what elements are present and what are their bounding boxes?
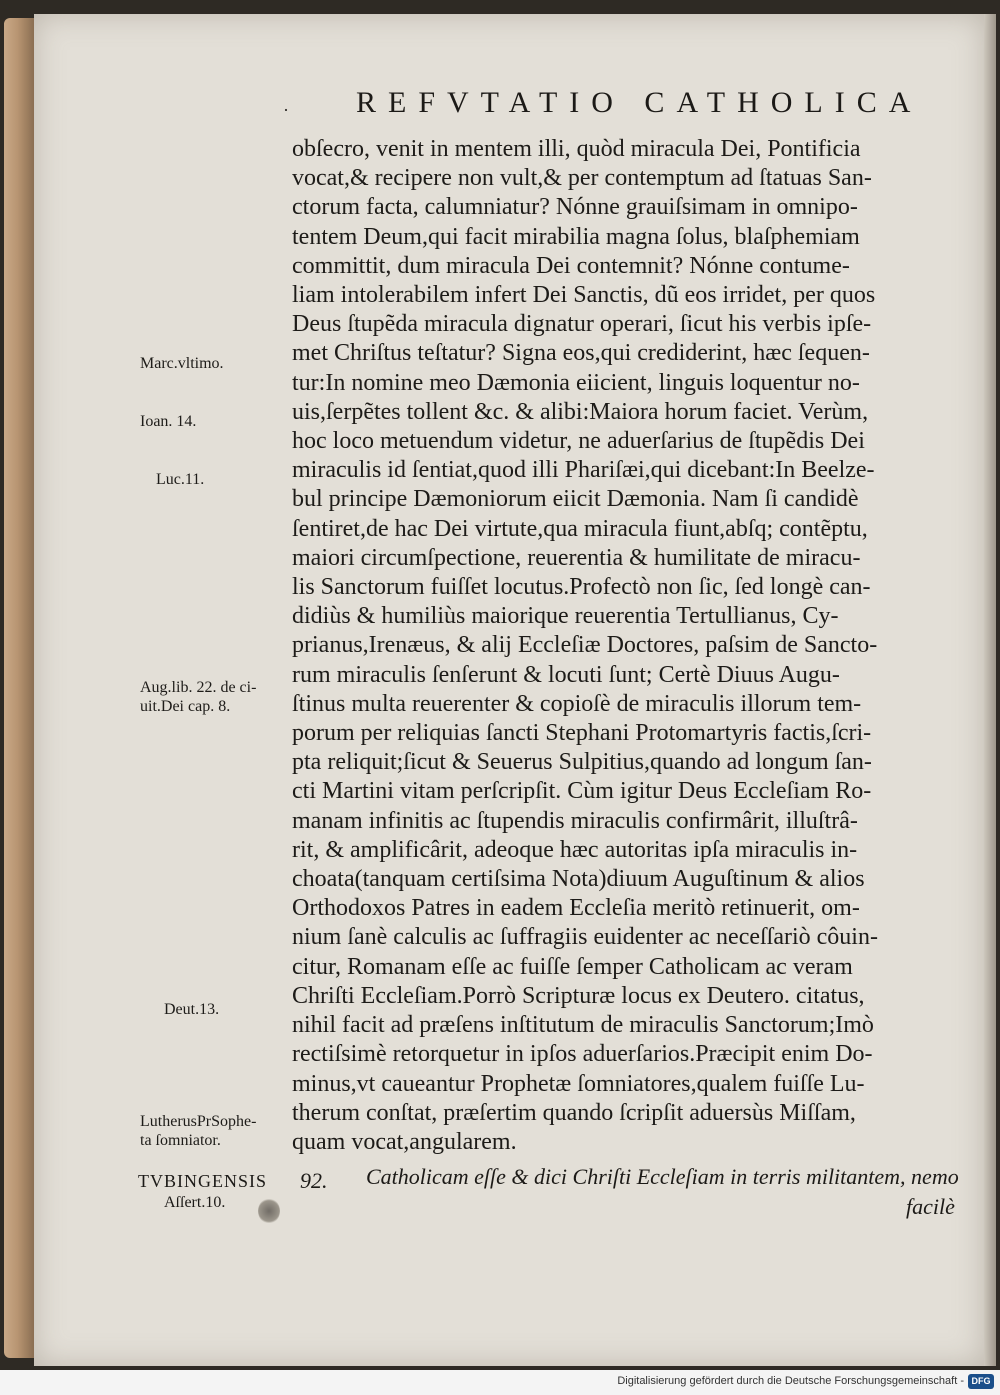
margin-note-aug-line1: Aug.lib. 22. de ci- [140, 679, 257, 696]
text-line: Deus ſtupẽda miracula dignatur operari, ſicut his verbis ipſe- [292, 311, 872, 338]
text-line: liam intolerabilem infert Dei Sanctis, dũ eos irridet, per quos [292, 282, 876, 309]
text-line: ſtinus multa reuerenter & copioſè de miraculis illorum tem- [292, 690, 862, 717]
margin-note-aug [140, 678, 256, 716]
footer-bar [0, 1370, 1000, 1395]
margin-note-ioan [140, 412, 196, 431]
text-line: maiori circumſpectione, reuerentia & humilitate de miracu- [292, 544, 861, 571]
text-line: minus,vt caueantur Prophetæ ſomniatores,qualem fuiſſe Lu- [292, 1070, 865, 1097]
text-line: rectiſsimè retorquetur in ipſos aduerſarios.Præcipit enim Do- [292, 1041, 873, 1068]
text-line: nium ſanè calculis ac ſuffragiis euidenter ac neceſſariò côuin- [292, 924, 878, 951]
text-line: ctorum facta, calumniatur? Nónne grauiſsimam in omnipo- [292, 194, 858, 221]
text-line: hoc loco metuendum videtur, ne aduerſarius de ſtupẽdis Dei [292, 428, 865, 455]
margin-note-luc [156, 470, 204, 489]
ink-smudge [258, 1198, 280, 1224]
margin-note-deut [164, 1000, 219, 1019]
text-line: obſecro, venit in mentem illi, quòd miracula Dei, Pontificia [292, 136, 861, 162]
text-line: committit, dum miracula Dei contemnit? Nónne contume- [292, 252, 850, 279]
text-line: Orthodoxos Patres in eadem Eccleſia meritò retinuerit, om- [292, 895, 860, 922]
text-line: miraculis id ſentiat,quod illi Phariſæi,qui dicebant:In Beelze- [292, 457, 875, 484]
text-line: tentem Deum,qui facit mirabilia magna ſolus, blaſphemiam [292, 223, 860, 250]
text-line: vocat,& recipere non vult,& per contemptum ad ſtatuas San- [292, 165, 872, 192]
thesis-number: 92. [300, 1168, 328, 1193]
margin-note-marc [140, 354, 224, 373]
text-line: bul principe Dæmoniorum eiicit Dæmonia. Nam ſi candidè [292, 486, 859, 513]
dfg-logo-icon: DFG [968, 1374, 994, 1389]
main-text-block [292, 135, 962, 1157]
margin-note-luther-line1: LutherusPrSophe- [140, 1113, 257, 1130]
text-line: prianus,Irenæus, & alij Eccleſiæ Doctores, paſsim de Sancto- [292, 632, 878, 659]
margin-note-luther [140, 1112, 256, 1150]
text-line: cti Martini vitam perſcripſit. Cùm igitur Deus Eccleſiam Ro- [292, 778, 872, 805]
text-line: rum miraculis ſenſerunt & locuti ſunt; Certè Diuus Augu- [292, 661, 840, 688]
text-line: citur, Romanam eſſe ac fuiſſe ſemper Catholicam ac veram [292, 953, 853, 980]
footer-credit: Digitalisierung gefördert durch die Deutsche Forschungsgemeinschaft - [617, 1375, 964, 1387]
header-dot: · [283, 100, 289, 120]
text-line: met Chriſtus teſtatur? Signa eos,qui crediderint, hæc ſequen- [292, 340, 870, 367]
text-line: rit, & amplificârit, adeoque hæc autoritas ipſa miraculis in- [292, 836, 858, 863]
thesis-label-text: TVBINGENSIS [138, 1171, 268, 1191]
text-line: choata(tanquam certiſsima Nota)diuum Auguſtinum & alios [292, 866, 865, 893]
thesis-sub-label: Aſſert.10. [164, 1194, 226, 1211]
text-line: uis,ſerpẽtes tollent &c. & alibi:Maiora horum faciet. Verùm, [292, 398, 869, 425]
margin-note-luc-text: Luc.11. [156, 471, 205, 488]
margin-note-aug-line2: uit.Dei cap. 8. [140, 698, 231, 715]
text-line: porum per reliquias ſancti Stephani Protomartyris factis,ſcri- [292, 720, 872, 747]
margin-note-marc-text: Marc.vltimo. [140, 355, 224, 372]
running-title: REFVTATIO CATHOLICA [356, 86, 923, 119]
margin-note-luther-line2: ta ſomniator. [140, 1132, 221, 1149]
thesis-source-label [138, 1170, 267, 1214]
margin-note-ioan-text: Ioan. 14. [140, 413, 197, 430]
margin-note-deut-text: Deut.13. [164, 1001, 220, 1018]
text-line: pta reliquit;ſicut & Seuerus Sulpitius,quando ad longum ſan- [292, 749, 872, 776]
text-line: nihil facit ad præſens inſtitutum de miraculis Sanctorum;Imò [292, 1012, 874, 1039]
thesis-text: Catholicam eſſe & dici Chriſti Eccleſiam in terris militantem, nemo [366, 1164, 959, 1189]
text-line: didiùs & humiliùs maiorique reuerentia Tertullianus, Cy- [292, 603, 839, 630]
page-right-edge [984, 14, 996, 1366]
text-line: manam infinitis ac ſtupendis miraculis confirmârit, illuſtrâ- [292, 807, 858, 834]
text-line: quam vocat,angularem. [292, 1128, 517, 1155]
text-line: therum conſtat, præſertim quando ſcripſit aduersùs Miſſam, [292, 1099, 856, 1126]
text-line: tur:In nomine meo Dæmonia eiicient, linguis loquentur no- [292, 369, 860, 396]
catchword: facilè [906, 1194, 955, 1219]
book-page-edges [4, 18, 34, 1358]
text-line: Chriſti Eccleſiam.Porrò Scripturæ locus ex Deutero. citatus, [292, 982, 865, 1009]
text-line: lis Sanctorum fuiſſet locutus.Profectò non ſic, ſed longè can- [292, 574, 871, 601]
text-line: ſentiret,de hac Dei virtute,qua miracula fiunt,abſq; contẽptu, [292, 515, 868, 542]
